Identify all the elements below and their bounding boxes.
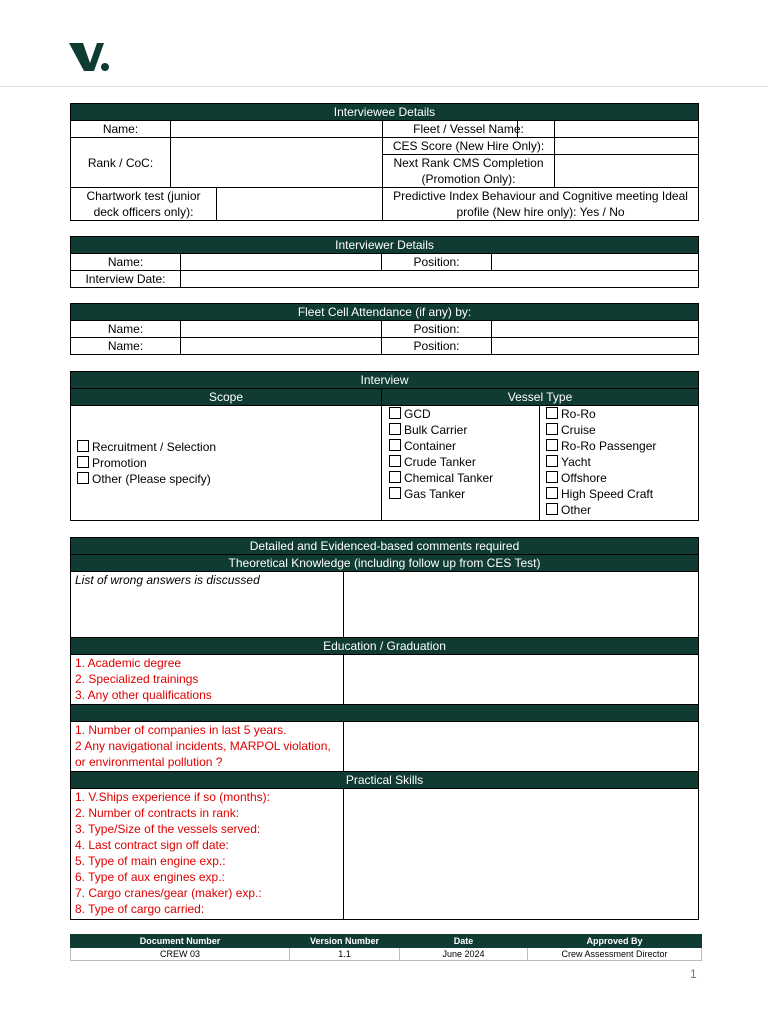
vessel-option[interactable] bbox=[546, 502, 694, 518]
list-item: 1. V.Ships experience if so (months): bbox=[75, 790, 270, 804]
checkbox[interactable] bbox=[389, 487, 401, 499]
interviewer-name-label: Name: bbox=[71, 254, 181, 271]
vessel-option[interactable] bbox=[389, 470, 535, 486]
fleet-cell-name-label: Name: bbox=[71, 321, 181, 338]
document-footer-table bbox=[70, 934, 702, 961]
vessel-option-label: Cruise bbox=[561, 423, 596, 437]
education-comment-field[interactable] bbox=[344, 655, 699, 705]
fleet-cell-position-field[interactable] bbox=[492, 338, 699, 355]
scope-option[interactable] bbox=[77, 455, 377, 471]
checkbox[interactable] bbox=[389, 471, 401, 483]
vessel-option-label: Ro-Ro bbox=[561, 407, 596, 421]
fleet-cell-position-field[interactable] bbox=[492, 321, 699, 338]
vessel-option[interactable] bbox=[546, 422, 694, 438]
vessel-option-label: Ro-Ro Passenger bbox=[561, 439, 657, 453]
footer-header-cell: Approved By bbox=[528, 935, 702, 948]
list-item: 7. Cargo cranes/gear (maker) exp.: bbox=[75, 886, 262, 900]
vessel-option[interactable] bbox=[546, 470, 694, 486]
vessel-option-label: GCD bbox=[404, 407, 431, 421]
vessel-option-label: Chemical Tanker bbox=[404, 471, 494, 485]
vessel-option[interactable] bbox=[389, 422, 535, 438]
page-number: 1 bbox=[690, 967, 697, 981]
vessel-option[interactable] bbox=[546, 438, 694, 454]
fleet-cell-name-field[interactable] bbox=[181, 321, 382, 338]
next-rank-field[interactable] bbox=[555, 155, 699, 188]
vessel-option-label: Other bbox=[561, 503, 592, 517]
vessel-option[interactable] bbox=[546, 486, 694, 502]
vessel-type-col2 bbox=[540, 406, 699, 521]
vessel-type-header: Vessel Type bbox=[382, 389, 699, 406]
checkbox[interactable] bbox=[546, 439, 558, 451]
fleet-cell-name-label: Name: bbox=[71, 338, 181, 355]
fleet-cell-header: Fleet Cell Attendance (if any) by: bbox=[71, 304, 699, 321]
vessel-option[interactable] bbox=[389, 454, 535, 470]
version-number: 1.1 bbox=[290, 948, 400, 961]
education-header: Education / Graduation bbox=[71, 638, 699, 655]
checkbox[interactable] bbox=[546, 455, 558, 467]
checkbox[interactable] bbox=[389, 423, 401, 435]
history-list bbox=[71, 722, 344, 772]
interview-date-label: Interview Date: bbox=[71, 271, 181, 288]
vessel-option[interactable] bbox=[389, 486, 535, 502]
checkbox[interactable] bbox=[389, 439, 401, 451]
vships-logo-icon bbox=[68, 41, 112, 73]
list-item: 5. Type of main engine exp.: bbox=[75, 854, 226, 868]
practical-comment-field[interactable] bbox=[344, 789, 699, 920]
history-comment-field[interactable] bbox=[344, 722, 699, 772]
blank-header-bar bbox=[71, 705, 699, 722]
interviewer-position-field[interactable] bbox=[492, 254, 699, 271]
vessel-type-col1 bbox=[382, 406, 540, 521]
document-number: CREW 03 bbox=[71, 948, 290, 961]
list-item: 3. Any other qualifications bbox=[75, 688, 212, 702]
page-header bbox=[0, 0, 768, 87]
document-date: June 2024 bbox=[400, 948, 528, 961]
scope-option-label: Promotion bbox=[92, 456, 147, 470]
vessel-option-label: Yacht bbox=[561, 455, 591, 469]
vessel-option-label: Crude Tanker bbox=[404, 455, 476, 469]
predictive-index-label: Predictive Index Behaviour and Cognitive meeting Ideal profile (New hire only): Yes / No bbox=[383, 188, 699, 221]
footer-header-cell: Version Number bbox=[290, 935, 400, 948]
scope-option[interactable] bbox=[77, 471, 377, 487]
list-item: 2 Any navigational incidents, MARPOL violation, or environmental pollution ? bbox=[75, 739, 331, 769]
fleet-cell-table bbox=[70, 303, 699, 355]
checkbox[interactable] bbox=[77, 440, 89, 452]
interviewee-header: Interviewee Details bbox=[71, 104, 699, 121]
theory-comment-field[interactable] bbox=[344, 572, 699, 638]
scope-option[interactable] bbox=[77, 439, 377, 455]
comments-header: Detailed and Evidenced-based comments required bbox=[71, 538, 699, 555]
chartwork-field[interactable] bbox=[217, 188, 383, 221]
fleet-cell-name-field[interactable] bbox=[181, 338, 382, 355]
vessel-option[interactable] bbox=[546, 406, 694, 422]
scope-option-label: Recruitment / Selection bbox=[92, 440, 217, 454]
scope-header: Scope bbox=[71, 389, 382, 406]
list-item: 8. Type of cargo carried: bbox=[75, 902, 205, 916]
vessel-option-label: Offshore bbox=[561, 471, 607, 485]
interview-table bbox=[70, 371, 699, 521]
interviewer-header: Interviewer Details bbox=[71, 237, 699, 254]
interviewer-position-label: Position: bbox=[382, 254, 492, 271]
theory-header: Theoretical Knowledge (including follow up from CES Test) bbox=[71, 555, 699, 572]
vessel-option[interactable] bbox=[389, 406, 535, 422]
interviewee-name-field[interactable] bbox=[171, 121, 383, 138]
vessel-option[interactable] bbox=[389, 438, 535, 454]
checkbox[interactable] bbox=[389, 455, 401, 467]
checkbox[interactable] bbox=[546, 503, 558, 515]
ces-score-field[interactable] bbox=[555, 138, 699, 155]
scope-option-label: Other (Please specify) bbox=[92, 472, 211, 486]
vessel-option[interactable] bbox=[546, 454, 694, 470]
approved-by: Crew Assessment Director bbox=[528, 948, 702, 961]
vessel-option-label: Gas Tanker bbox=[404, 487, 466, 501]
interviewee-name-label: Name: bbox=[71, 121, 171, 138]
rank-coc-label: Rank / CoC: bbox=[71, 138, 171, 188]
fleet-cell-position-label: Position: bbox=[382, 338, 492, 355]
fleet-cell-position-label: Position: bbox=[382, 321, 492, 338]
checkbox[interactable] bbox=[546, 423, 558, 435]
list-item: 6. Type of aux engines exp.: bbox=[75, 870, 225, 884]
fleet-vessel-label: Fleet / Vessel Name: bbox=[383, 121, 555, 138]
footer-header-cell: Document Number bbox=[71, 935, 290, 948]
list-item: 4. Last contract sign off date: bbox=[75, 838, 229, 852]
list-item: 1. Number of companies in last 5 years. bbox=[75, 723, 287, 737]
vessel-option-label: Container bbox=[404, 439, 457, 453]
list-item: 1. Academic degree bbox=[75, 656, 182, 670]
practical-list bbox=[71, 789, 344, 920]
checkbox[interactable] bbox=[77, 456, 89, 468]
vessel-option-label: Bulk Carrier bbox=[404, 423, 468, 437]
scope-options bbox=[71, 406, 382, 521]
practical-header: Practical Skills bbox=[71, 772, 699, 789]
list-item: 2. Specialized trainings bbox=[75, 672, 199, 686]
checkbox[interactable] bbox=[389, 407, 401, 419]
theory-note: List of wrong answers is discussed bbox=[71, 572, 344, 638]
chartwork-label: Chartwork test (junior deck officers only): bbox=[71, 188, 217, 221]
interviewer-table bbox=[70, 236, 699, 288]
checkbox[interactable] bbox=[546, 471, 558, 483]
interview-date-field[interactable] bbox=[181, 271, 699, 288]
interviewer-name-field[interactable] bbox=[181, 254, 382, 271]
ces-score-label: CES Score (New Hire Only): bbox=[383, 138, 555, 155]
vessel-option-label: High Speed Craft bbox=[561, 487, 654, 501]
next-rank-label: Next Rank CMS Completion (Promotion Only): bbox=[383, 155, 555, 188]
education-list bbox=[71, 655, 344, 705]
list-item: 3. Type/Size of the vessels served: bbox=[75, 822, 261, 836]
rank-coc-field[interactable] bbox=[171, 138, 383, 188]
interviewee-table bbox=[70, 103, 699, 221]
checkbox[interactable] bbox=[546, 407, 558, 419]
interview-header: Interview bbox=[71, 372, 699, 389]
checkbox[interactable] bbox=[546, 487, 558, 499]
list-item: 2. Number of contracts in rank: bbox=[75, 806, 240, 820]
fleet-vessel-field[interactable] bbox=[555, 121, 699, 138]
footer-header-cell: Date bbox=[400, 935, 528, 948]
comments-table bbox=[70, 537, 699, 920]
checkbox[interactable] bbox=[77, 472, 89, 484]
